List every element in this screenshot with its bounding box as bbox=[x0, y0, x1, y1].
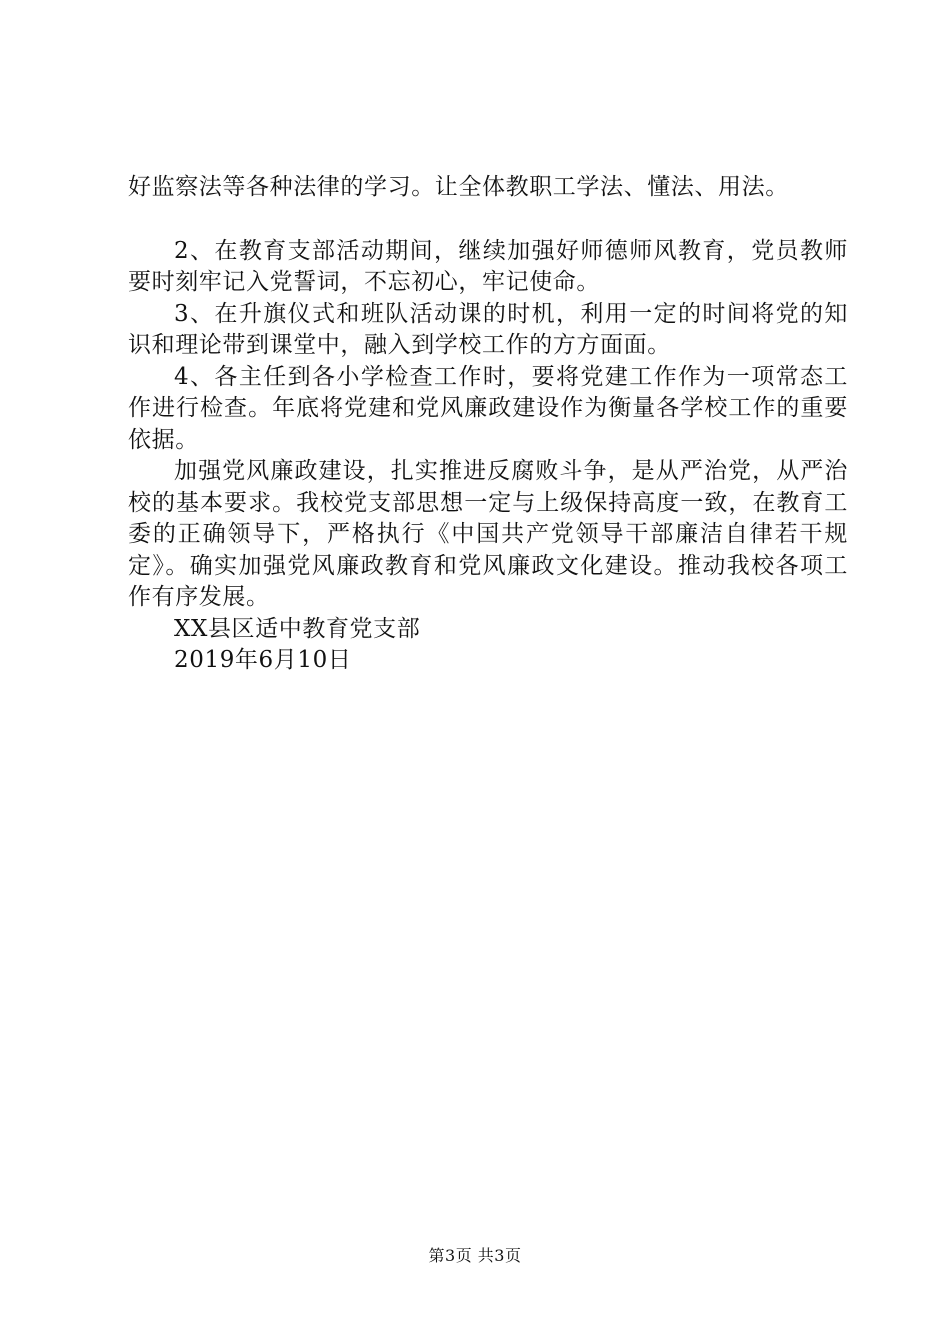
paragraph-item-2: 2、在教育支部活动期间，继续加强好师德师风教育，党员教师要时刻牢记入党誓词，不忘初心，牢记使命。 bbox=[128, 237, 848, 295]
paragraph-item-3: 3、在升旗仪式和班队活动课的时机，利用一定的时间将党的知识和理论带到课堂中，融入到学校工作的方方面面。 bbox=[128, 300, 848, 358]
page-footer: 第3页 共3页 bbox=[428, 1246, 522, 1265]
paragraph-conclusion: 加强党风廉政建设，扎实推进反腐败斗争，是从严治党，从严治校的基本要求。我校党支部思想一定与上级保持高度一致，在教育工委的正确领导下，严格执行《中国共产党领导干部廉洁自律若干规定》。确实加强党风廉政教育和党风廉政文化建设。推动我校各项工作有序发展。 bbox=[128, 458, 848, 610]
signature-date: 2019年6月10日 bbox=[174, 647, 352, 673]
signature-organization: XX县区适中教育党支部 bbox=[174, 615, 421, 642]
paragraph-continued: 好监察法等各种法律的学习。让全体教职工学法、懂法、用法。 bbox=[128, 174, 789, 200]
paragraph-item-4: 4、各主任到各小学检查工作时，要将党建工作作为一项常态工作进行检查。年底将党建和党风廉政建设作为衡量各学校工作的重要依据。 bbox=[128, 363, 848, 453]
document-body bbox=[128, 172, 848, 677]
